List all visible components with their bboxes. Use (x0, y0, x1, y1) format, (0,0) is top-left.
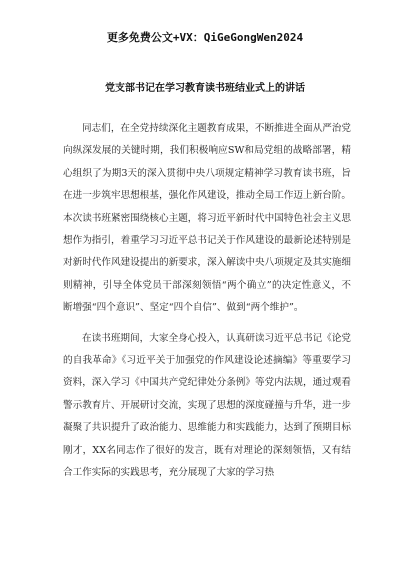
document-body (63, 118, 351, 485)
header-note: 更多免费公文+VX：QiGeGongWen2024 (106, 31, 304, 44)
paragraph-2: 在读书班期间，大家全身心投入，认真研读习近平总书记《论党的自我革命》《习近平关于加强党的作风建设论述摘编》等重要学习资料，深入学习《中国共产党纪律处分条例》等党内法规，通过观看警示教育片、开展研讨交流，实现了思想的深度碰撞与升华，进一步凝聚了共识提升了政治能力、思维能力和实践能力，达到了预期目标刚才，XX名同志作了很好的发言，既有对理论的深刻领悟，又有结合工作实际的实践思考，充分展现了大家的学习热 (63, 332, 351, 479)
document-title: 党支部书记在学习教育读书班结业式上的讲话 (105, 83, 305, 94)
paragraph-1: 同志们，在全党持续深化主题教育成果，不断推进全面从严治党向纵深发展的关键时期，我们积极响应SW和局党组的战略部署，精心组织了为期3天的深入贯彻中央八项规定精神学习教育读书班，旨在进一步筑牢思想根基，强化作风建设，推动全局工作迈上新台阶。本次读书班紧密围绕核心主题，将习近平新时代中国特色社会主义思想作为指引，着重学习习近平总书记关于作风建设的最新论述特别是对新时代作风建设提出的新要求，深入解读中央八项规定及其实施细则精神，引导全体党员干部深刻领悟“两个确立”的决定性意义，不断增强“四个意识”、坚定“四个自信”、做到“两个维护”。 (63, 123, 351, 314)
